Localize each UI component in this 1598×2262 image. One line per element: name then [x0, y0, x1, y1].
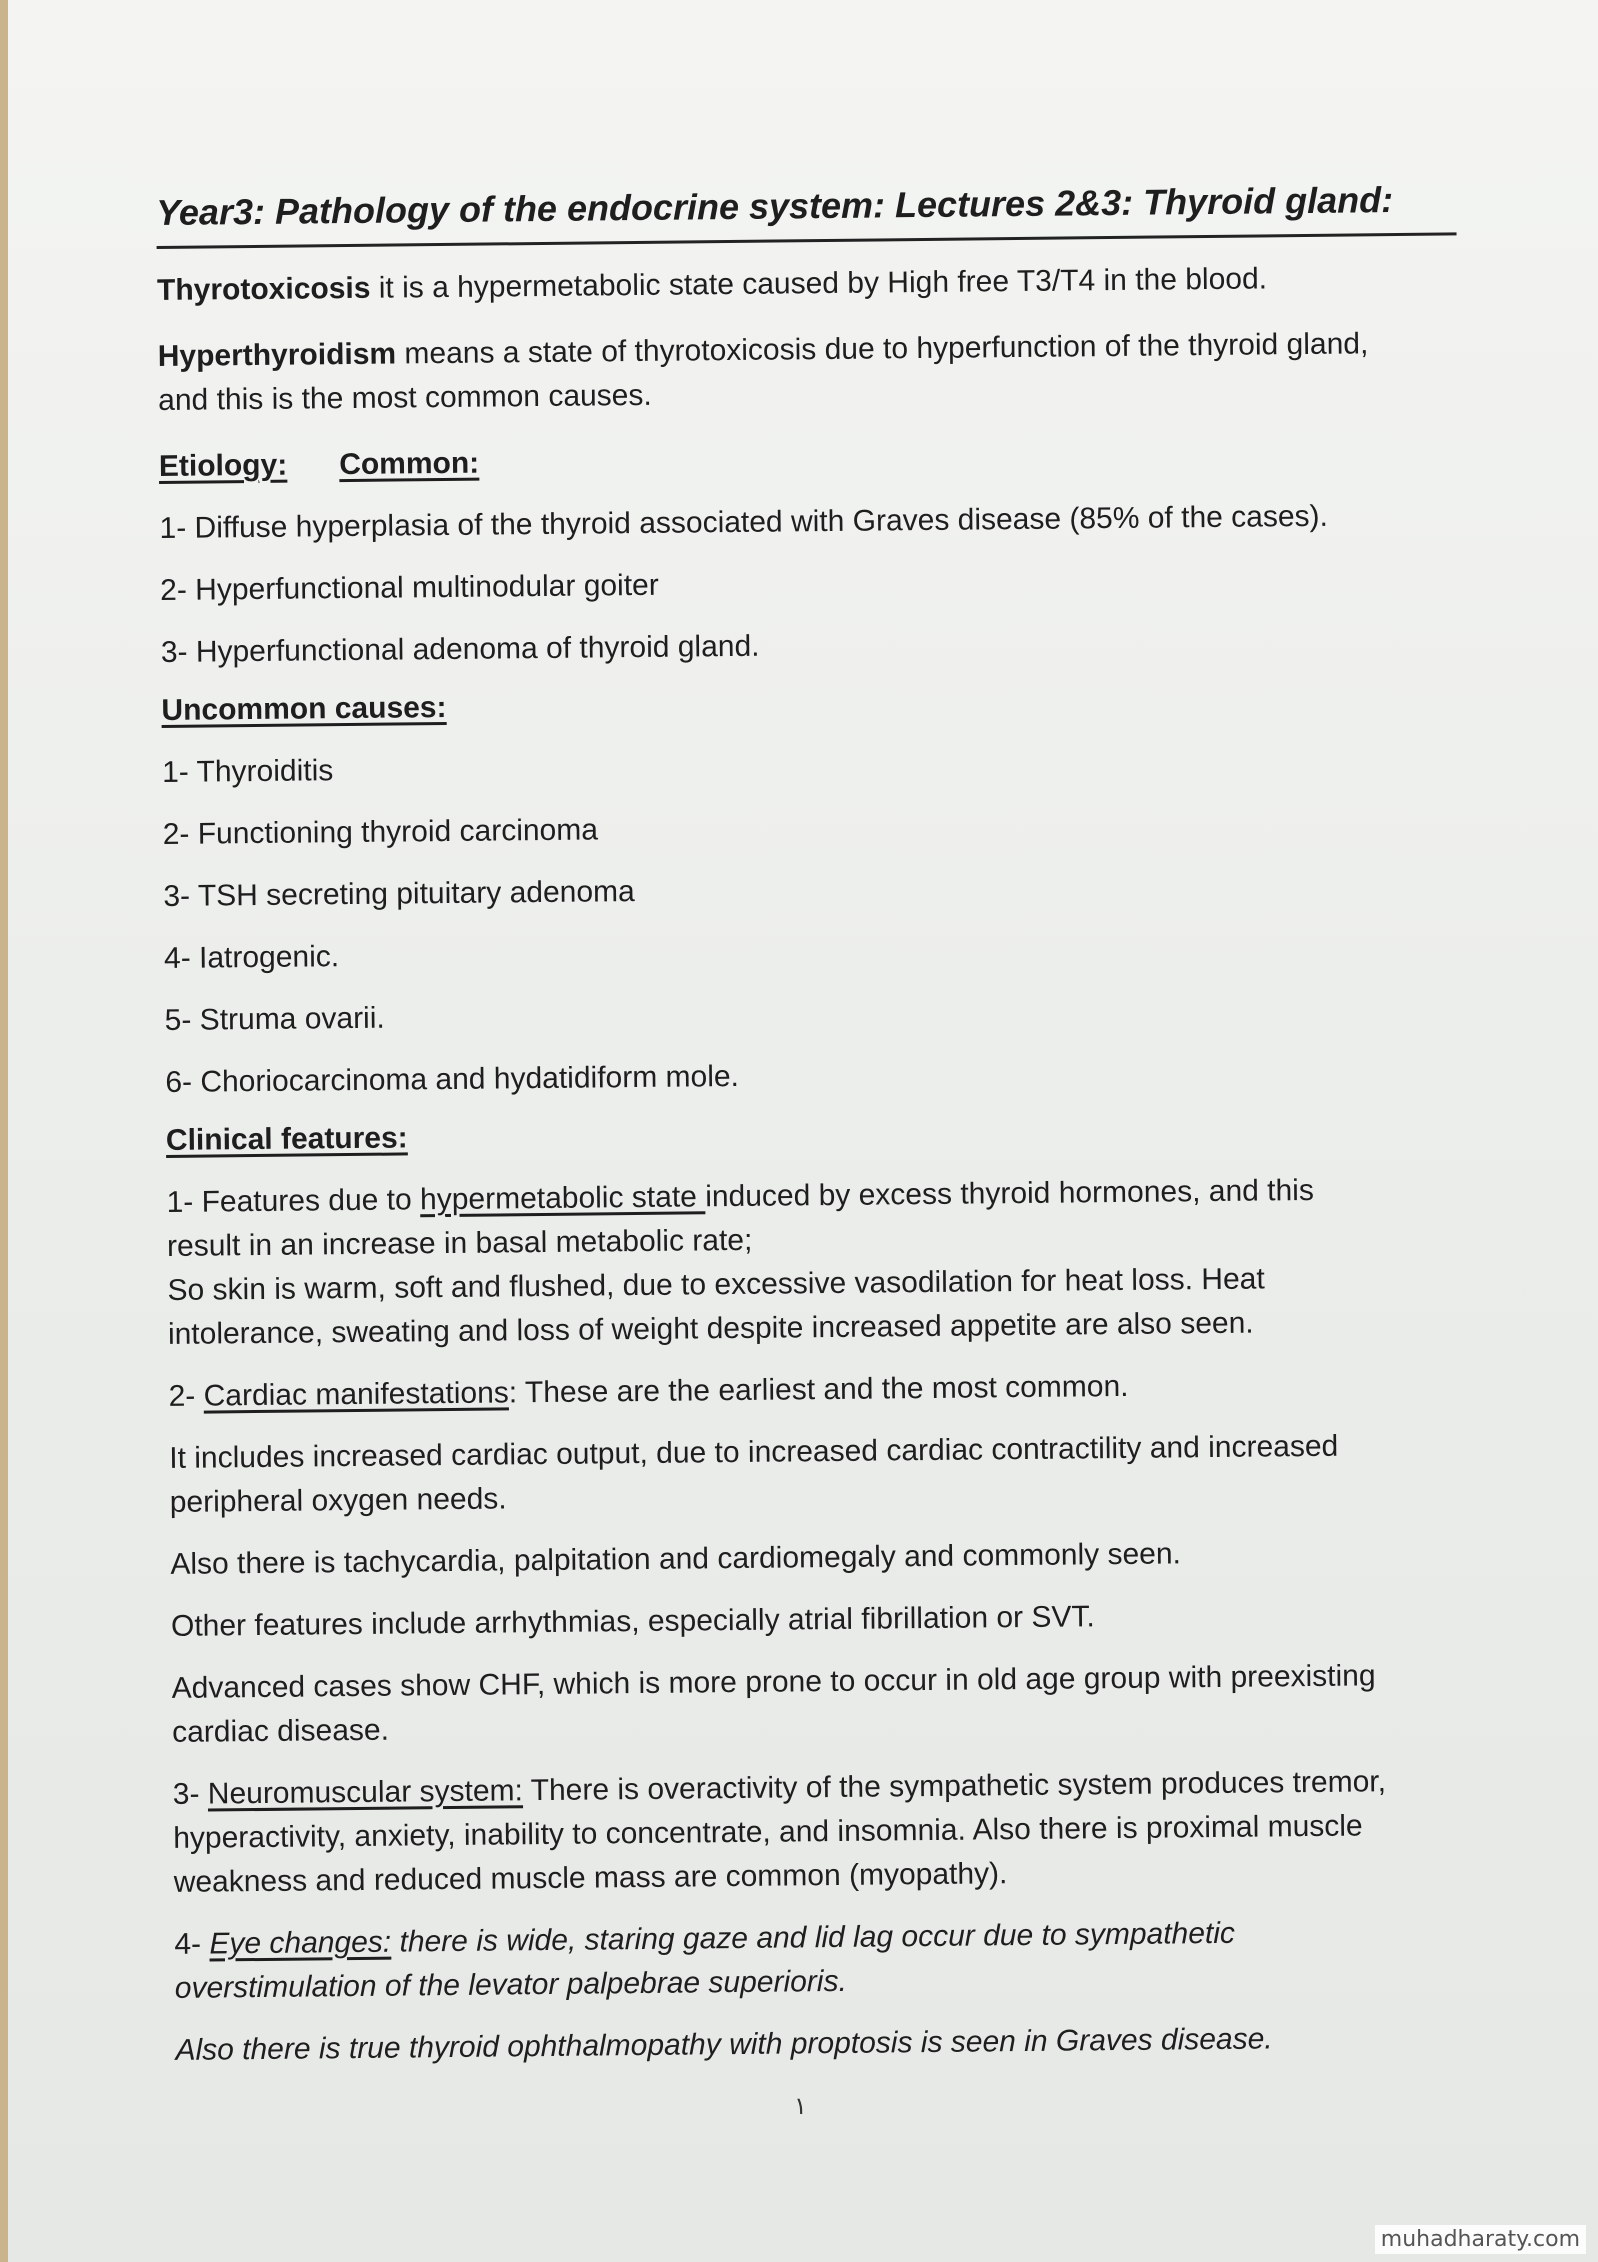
feature-cardiac — [168, 1361, 1468, 1419]
thyrotoxicosis-term: Thyrotoxicosis — [156, 271, 371, 307]
hyperthyroidism-definition-line1: means a state of thyrotoxicosis due to hyperfunction of the thyroid gland, — [395, 327, 1369, 371]
chf-line2: cardiac disease. — [171, 1713, 390, 1749]
feature-1-line1: induced by excess thyroid hormones, and this — [705, 1173, 1315, 1214]
feature-4-prefix: 4- — [174, 1927, 210, 1961]
uncommon-item: 3- TSH secreting pituitary adenoma — [163, 875, 635, 913]
feature-2-rest: : These are the earliest and the most common. — [508, 1369, 1129, 1410]
feature-1-term: hypermetabolic state — [419, 1180, 706, 1217]
thyrotoxicosis-paragraph — [157, 255, 1457, 313]
etiology-heading: Etiology: — [158, 448, 288, 483]
feature-4-term: Eye changes: — [209, 1925, 392, 1961]
feature-3-line1: There is overactivity of the sympathetic system produces tremor, — [522, 1765, 1387, 1808]
feature-1-prefix: 1- Features due to — [166, 1183, 421, 1219]
common-item: 2- Hyperfunctional multinodular goiter — [160, 568, 659, 607]
feature-3-prefix: 3- — [172, 1777, 208, 1811]
feature-2-prefix: 2- — [168, 1379, 204, 1413]
watermark-text: muhadharaty.com — [1375, 2225, 1586, 2254]
tachycardia-paragraph: Also there is tachycardia, palpitation and cardiomegaly and commonly seen. — [170, 1537, 1182, 1581]
feature-hypermetabolic — [166, 1167, 1468, 1357]
feature-eye-changes — [174, 1909, 1475, 2011]
feature-neuromuscular — [173, 1759, 1474, 1905]
document-page — [8, 0, 1598, 2262]
etiology-heading-row — [159, 431, 1459, 489]
arrhythmia-paragraph: Other features include arrhythmias, especially atrial fibrillation or SVT. — [170, 1600, 1095, 1643]
ophthalmopathy-paragraph: Also there is true thyroid ophthalmopathy with proptosis is seen in Graves disease. — [175, 2022, 1273, 2067]
feature-1-line3: So skin is warm, soft and flushed, due to excessive vasodilation for heat loss. Heat — [167, 1262, 1265, 1307]
document-content — [156, 176, 1476, 2073]
uncommon-item: 1- Thyroiditis — [161, 754, 334, 789]
feature-2-term: Cardiac manifestations — [203, 1376, 509, 1413]
page-number: ١ — [794, 2093, 807, 2120]
common-item: 1- Diffuse hyperplasia of the thyroid associated with Graves disease (85% of the cases). — [159, 499, 1329, 545]
feature-1-line2: result in an increase in basal metabolic rate; — [166, 1223, 753, 1263]
thyrotoxicosis-definition: it is a hypermetabolic state caused by High free T3/T4 in the blood. — [370, 262, 1268, 305]
feature-3-line2: hyperactivity, anxiety, inability to concentrate, and insomnia. Also there is proximal muscle — [173, 1809, 1363, 1855]
hyperthyroidism-term: Hyperthyroidism — [157, 337, 397, 373]
feature-4-line1: there is wide, staring gaze and lid lag occur due to sympathetic — [391, 1916, 1236, 1959]
uncommon-item: 4- Iatrogenic. — [163, 940, 340, 975]
common-item: 3- Hyperfunctional adenoma of thyroid gland. — [160, 629, 760, 669]
uncommon-item: 2- Functioning thyroid carcinoma — [162, 813, 599, 851]
uncommon-heading: Uncommon causes: — [161, 690, 447, 727]
common-heading: Common: — [339, 446, 480, 482]
cardiac-output-line2: peripheral oxygen needs. — [169, 1482, 507, 1519]
feature-4-line2: overstimulation of the levator palpebrae superioris. — [174, 1964, 848, 2005]
cardiac-output-line1: It includes increased cardiac output, due to increased cardiac contractility and increased — [169, 1429, 1339, 1475]
feature-1-line4: intolerance, sweating and loss of weight despite increased appetite are also seen. — [167, 1306, 1254, 1351]
cardiac-output-paragraph — [169, 1423, 1470, 1525]
document-title: Year3: Pathology of the endocrine system: Lectures 2&3: Thyroid gland: — [156, 176, 1457, 249]
clinical-features-heading: Clinical features: — [165, 1121, 408, 1157]
feature-3-line3: weakness and reduced muscle mass are common (myopathy). — [173, 1857, 1008, 1899]
uncommon-item: 6- Choriocarcinoma and hydatidiform mole. — [165, 1059, 740, 1099]
hyperthyroidism-definition-line2: and this is the most common causes. — [158, 378, 652, 417]
uncommon-item: 5- Struma ovarii. — [164, 1001, 385, 1037]
feature-3-term: Neuromuscular system: — [207, 1774, 524, 1811]
chf-paragraph — [171, 1653, 1472, 1755]
chf-line1: Advanced cases show CHF, which is more prone to occur in old age group with preexisting — [171, 1659, 1376, 1705]
hyperthyroidism-paragraph — [158, 321, 1459, 423]
